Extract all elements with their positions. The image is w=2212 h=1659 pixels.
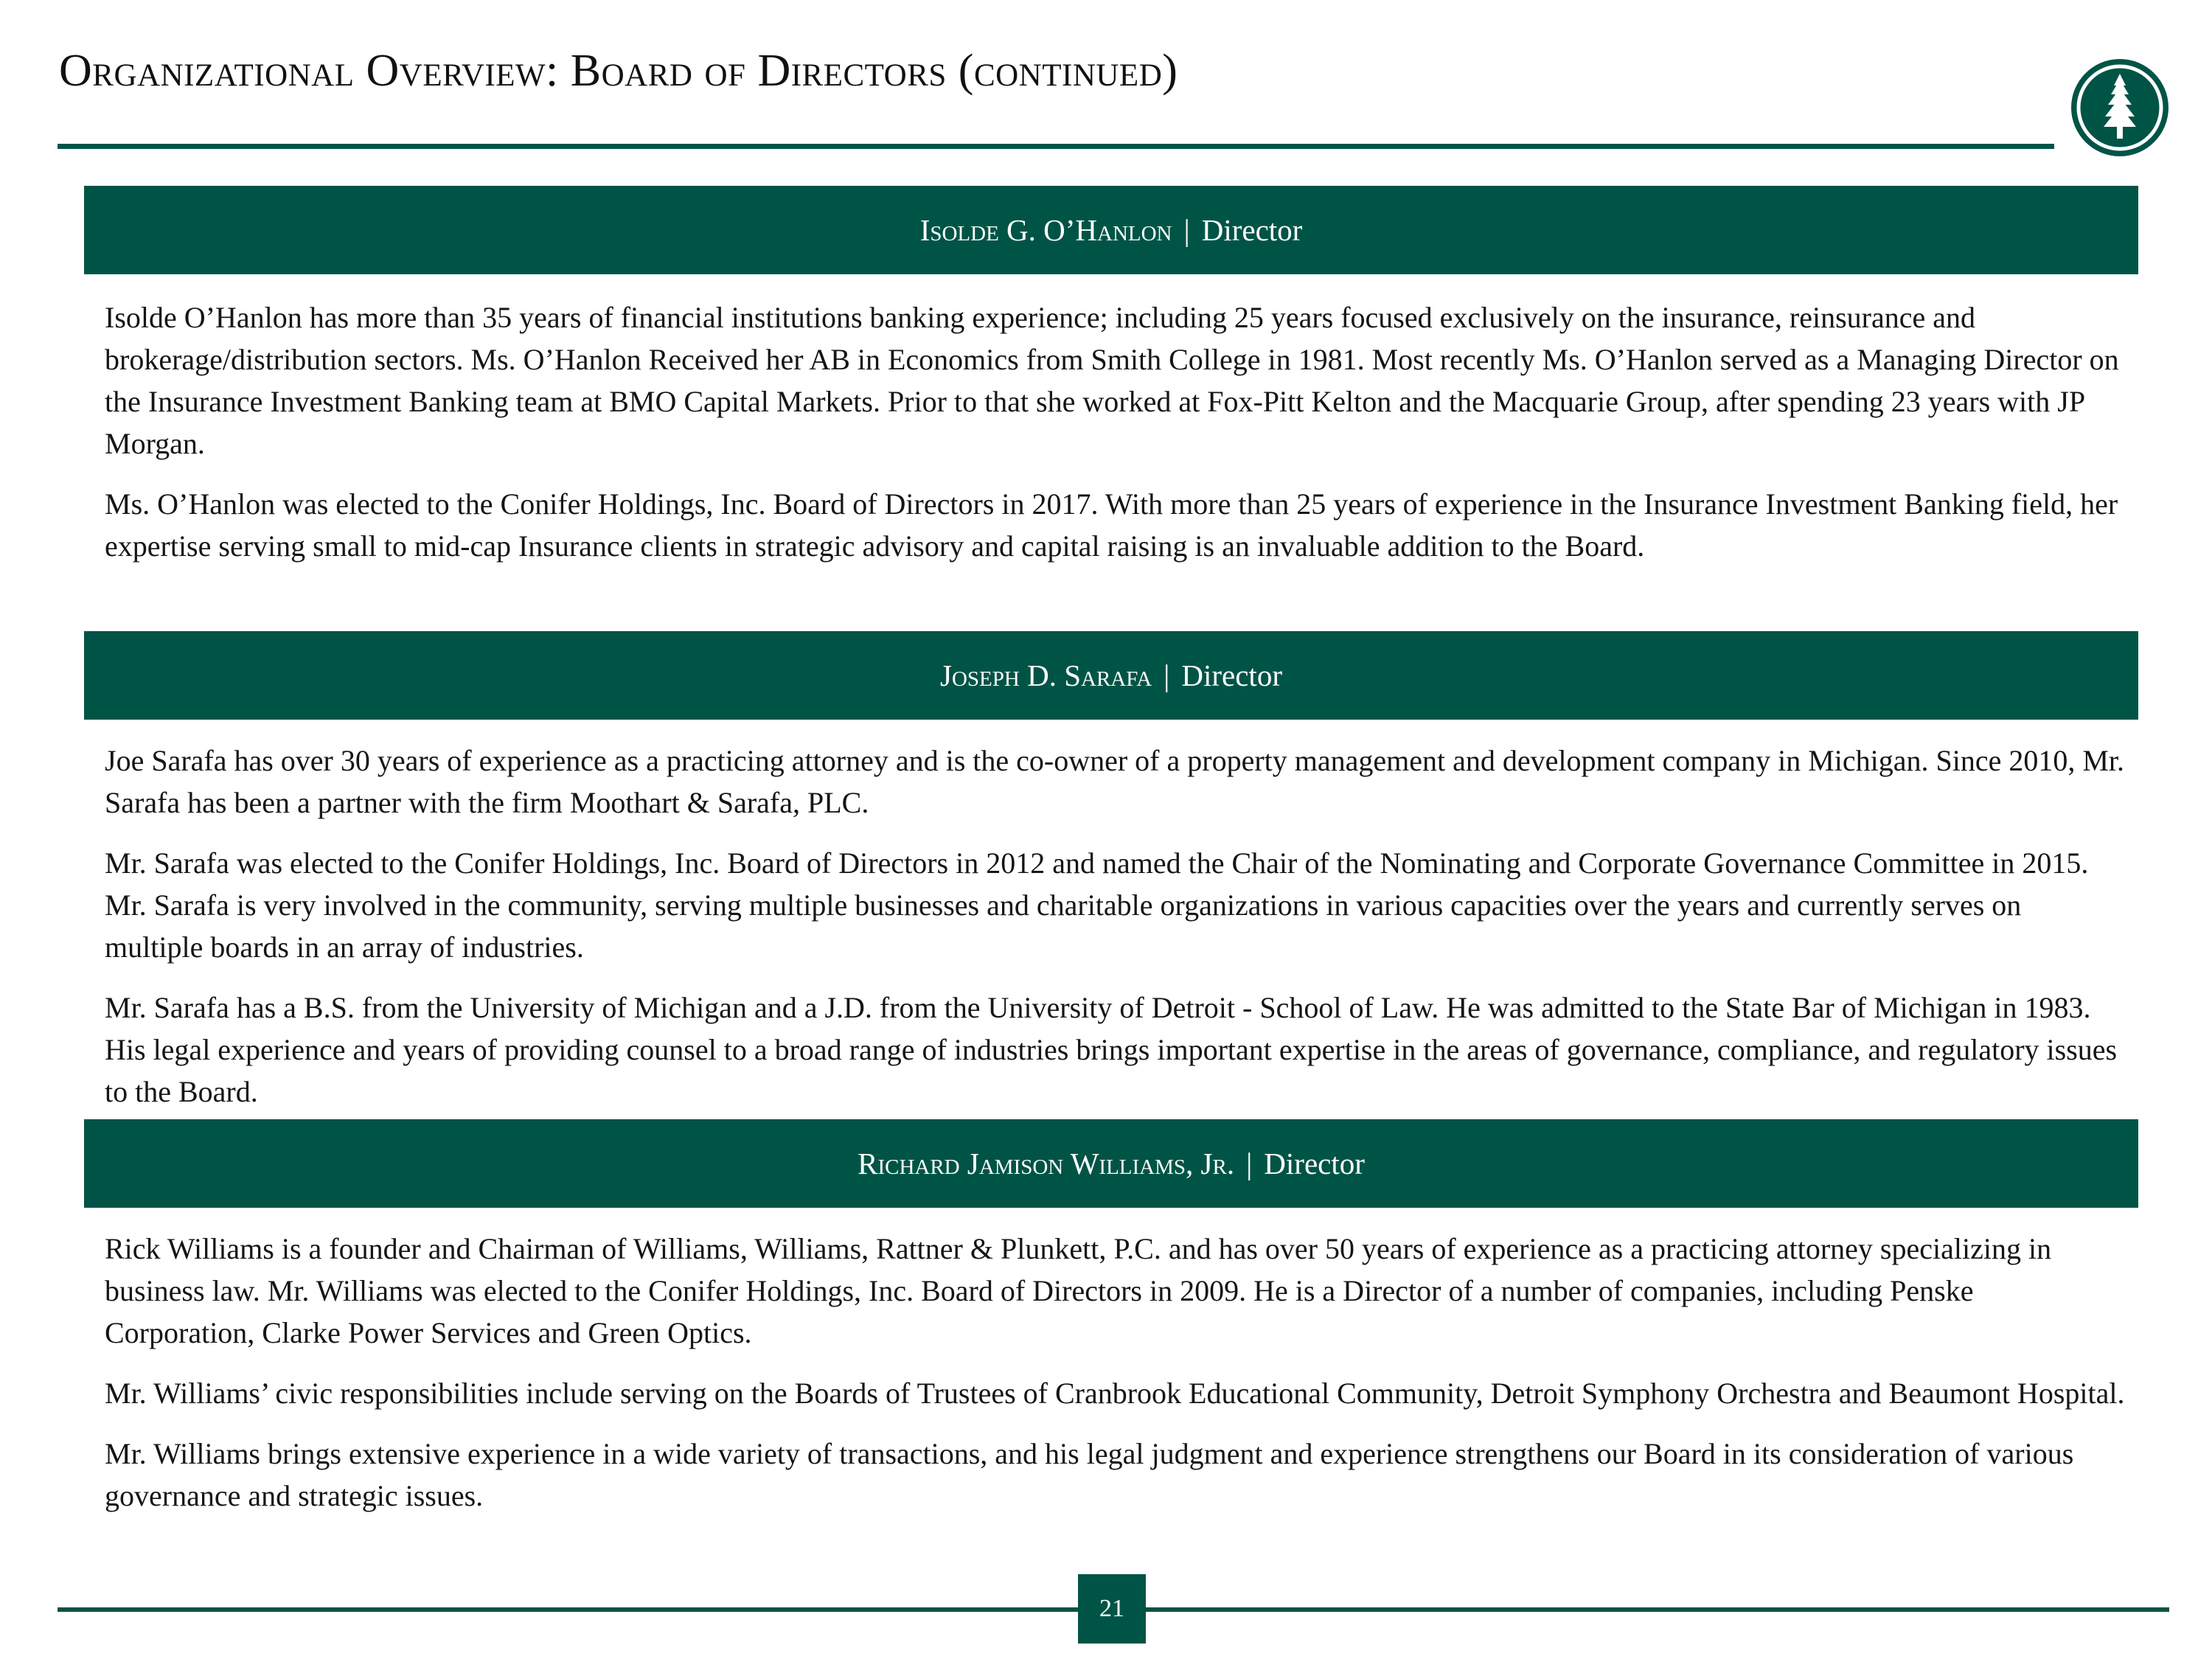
director-bio-williams — [105, 1228, 2125, 1535]
bio-paragraph: Isolde O’Hanlon has more than 35 years of financial institutions banking experience; including 25 years focused exclusively on the insurance, reinsurance and brokerage/distribution sectors. Ms. O’Hanlon Received her AB in Economics from Smith College in 1981. Most recently Ms. O’Hanlon served as a Managing Director on the Insurance Investment Banking team at BMO Capital Markets. Prior to that she worked at Fox-Pitt Kelton and the Macquarie Group, after spending 23 years with JP Morgan. — [105, 301, 2119, 460]
director-header-sarafa — [84, 631, 2138, 720]
director-name: Isolde G. O’Hanlon — [919, 213, 1172, 247]
page-number: 21 — [1078, 1574, 1146, 1644]
director-header-williams — [84, 1119, 2138, 1208]
director-role: Director — [1201, 213, 1303, 247]
bio-paragraph: Ms. O’Hanlon was elected to the Conifer Holdings, Inc. Board of Directors in 2017. With more than 25 years of experience in the Insurance Investment Banking field, her expertise serving small to mid-cap Insurance clients in strategic advisory and capital raising is an invaluable addition to the Board. — [105, 487, 2118, 563]
bio-paragraph: Mr. Williams brings extensive experience in a wide variety of transactions, and his legal judgment and experience strengthens our Board in its consideration of various governance and strategic issues. — [105, 1437, 2074, 1512]
bio-paragraph: Joe Sarafa has over 30 years of experience as a practicing attorney and is the co-owner of a property management and development company in Michigan. Since 2010, Mr. Sarafa has been a partner with the firm Moothart & Sarafa, PLC. — [105, 744, 2125, 819]
title-divider — [58, 144, 2054, 149]
pine-tree-icon — [2070, 58, 2170, 158]
director-role: Director — [1181, 658, 1282, 692]
director-bio-sarafa — [105, 740, 2125, 1131]
bio-paragraph: Mr. Sarafa was elected to the Conifer Holdings, Inc. Board of Directors in 2012 and named the Chair of the Nominating and Corporate Governance Committee in 2015. Mr. Sarafa is very involved in the community, serving multiple businesses and charitable organizations in various capacities over the years and currently serves on multiple boards in an array of industries. — [105, 846, 2089, 964]
director-bio-ohanlon — [105, 296, 2125, 585]
director-header-ohanlon — [84, 186, 2138, 274]
director-role: Director — [1264, 1147, 1365, 1180]
page-title: Organizational Overview: Board of Directors (continued) — [59, 46, 1178, 96]
header-separator: | — [1164, 658, 1170, 692]
director-name: Richard Jamison Williams, Jr. — [858, 1147, 1235, 1180]
header-separator: | — [1183, 213, 1190, 247]
bio-paragraph: Rick Williams is a founder and Chairman of Williams, Williams, Rattner & Plunkett, P.C. and has over 50 years of experience as a practicing attorney specializing in business law. Mr. Williams was elected to the Conifer Holdings, Inc. Board of Directors in 2009. He is a Director of a number of companies, including Penske Corporation, Clarke Power Services and Green Optics. — [105, 1232, 2052, 1349]
header-separator: | — [1246, 1147, 1253, 1180]
bio-paragraph: Mr. Sarafa has a B.S. from the University of Michigan and a J.D. from the University of Detroit - School of Law. He was admitted to the State Bar of Michigan in 1983. His legal experience and years of providing counsel to a broad range of industries brings important expertise in the areas of governance, compliance, and regulatory issues to the Board. — [105, 991, 2118, 1108]
bio-paragraph: Mr. Williams’ civic responsibilities include serving on the Boards of Trustees of Cranbrook Educational Community, Detroit Symphony Orchestra and Beaumont Hospital. — [105, 1377, 2125, 1410]
director-name: Joseph D. Sarafa — [940, 658, 1152, 692]
